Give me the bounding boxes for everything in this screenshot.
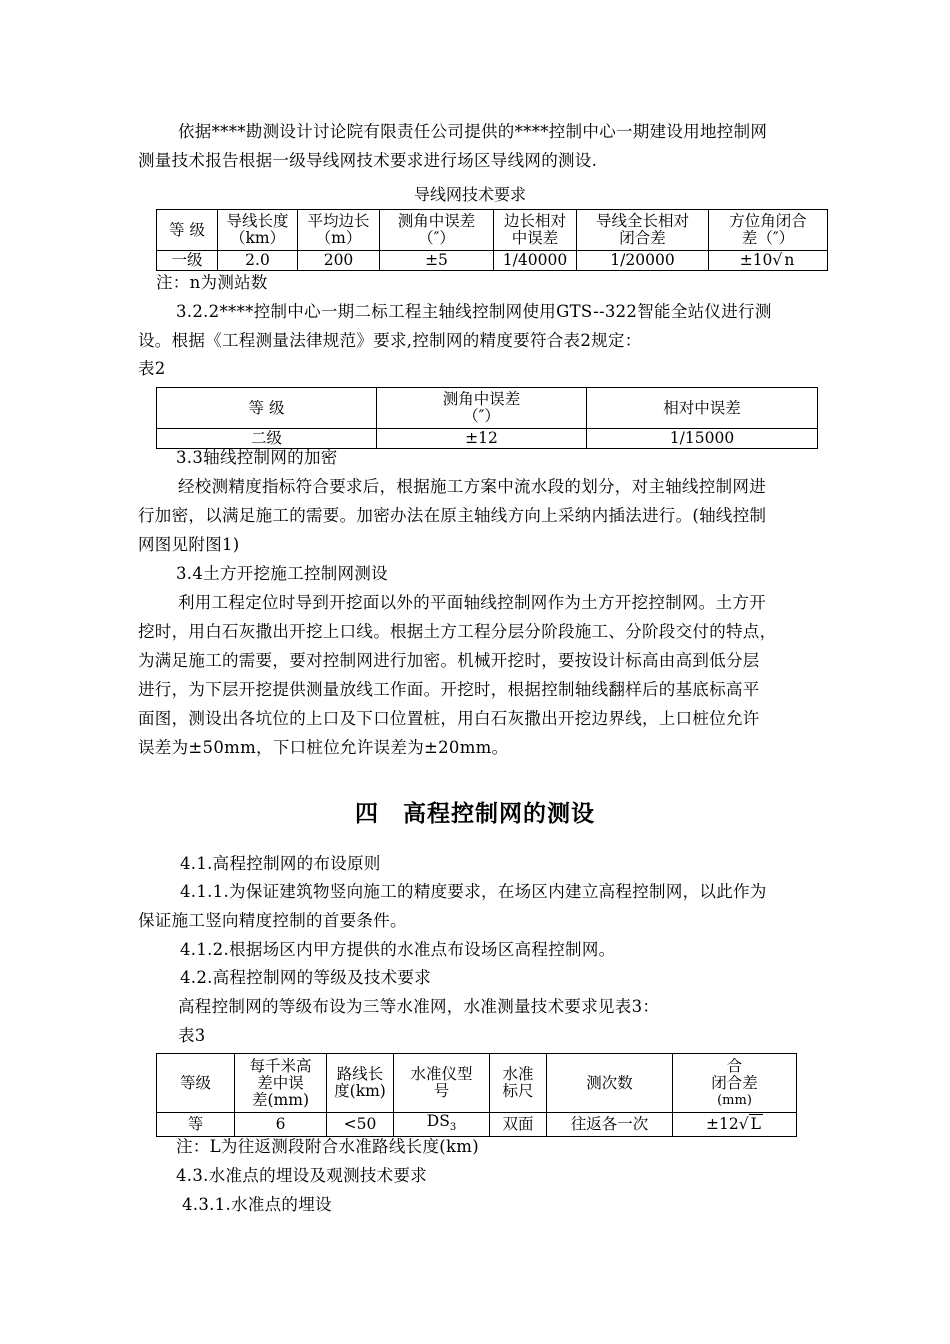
- table-row: [157, 1113, 797, 1137]
- table-cell: ±12√ L: [673, 1113, 797, 1137]
- table1-header-row: [157, 210, 828, 251]
- table-cell: 200: [298, 251, 380, 271]
- table-cell: 等: [157, 1113, 235, 1137]
- table-header: 水准 标尺: [490, 1054, 547, 1113]
- table-cell: 往返各一次: [547, 1113, 673, 1137]
- table-cell: <50: [327, 1113, 394, 1137]
- table-header: 等 级: [157, 210, 218, 251]
- paragraph-line: 4.1.2.根据场区内甲方提供的水准点布设场区高程控制网。: [180, 940, 616, 959]
- chapter-title: 四 高程控制网的测设: [355, 801, 595, 827]
- table1-note: 注：n为测站数: [156, 273, 268, 292]
- table-cell: 一级: [157, 251, 218, 271]
- table-header: 等 级: [157, 388, 377, 429]
- table-header: 路线长 度(km): [327, 1054, 394, 1113]
- paragraph-line: 误差为±50mm，下口桩位允许误差为±20mm。: [138, 738, 509, 757]
- paragraph-line: 设。根据《工程测量法律规范》要求,控制网的精度要符合表2规定：: [138, 331, 642, 350]
- table-cell: ±5: [380, 251, 494, 271]
- paragraph-line: 行加密，以满足施工的需要。加密办法在原主轴线方向上采纳内插法进行。(轴线控制: [138, 506, 767, 525]
- table-header: 合 闭合差 (mm): [673, 1054, 797, 1113]
- table1: [156, 209, 828, 271]
- sqrt-symbol: √ n: [772, 251, 795, 269]
- table-cell: 1/20000: [577, 251, 709, 271]
- paragraph-line: 高程控制网的等级布设为三等水准网，水准测量技术要求见表3：: [178, 997, 660, 1016]
- table-header: 平均边长 （m）: [298, 210, 380, 251]
- table-header: 导线全长相对 闭合差: [577, 210, 709, 251]
- table-header: 方位角闭合 差（″）: [709, 210, 828, 251]
- paragraph-line: 挖时，用白石灰撒出开挖上口线。根据土方工程分层分阶段施工、分阶段交付的特点，: [138, 622, 777, 641]
- table3-header-row: [157, 1054, 797, 1113]
- table-cell: 1/40000: [494, 251, 577, 271]
- table-cell: ±10√ n: [709, 251, 828, 271]
- table-cell: 6: [235, 1113, 327, 1137]
- table-cell: 双面: [490, 1113, 547, 1137]
- section-title: 3.3轴线控制网的加密: [176, 448, 338, 467]
- table-header: 相对中误差: [587, 388, 818, 429]
- table3: [156, 1053, 797, 1137]
- table1-title: 导线网技术要求: [413, 185, 526, 204]
- paragraph-line: 依据****勘测设计讨论院有限责任公司提供的****控制中心一期建设用地控制网: [178, 122, 768, 141]
- table3-label: 表3: [178, 1026, 206, 1045]
- table-cell: 1/15000: [587, 429, 818, 449]
- table-row: [157, 429, 818, 449]
- table-header: 边长相对 中误差: [494, 210, 577, 251]
- paragraph-line: 利用工程定位时导到开挖面以外的平面轴线控制网作为土方开挖控制网。土方开: [178, 593, 766, 612]
- section-title: 4.2.高程控制网的等级及技术要求: [180, 968, 432, 987]
- paragraph-line: 3.2.2****控制中心一期二标工程主轴线控制网使用GTS--322智能全站仪进行测: [176, 302, 772, 321]
- sqrt-symbol: √ L: [738, 1115, 761, 1134]
- table-cell: $DS_3$: [394, 1113, 490, 1137]
- table-header: 水准仪型 号: [394, 1054, 490, 1113]
- paragraph-line: 网图见附图1): [138, 535, 240, 554]
- paragraph-line: 面图，测设出各坑位的上口及下口位置桩，用白石灰撒出开挖边界线，上口桩位允许: [138, 709, 760, 728]
- table-header: 测角中误差 （″）: [377, 388, 587, 429]
- paragraph-line: 测量技术报告根据一级导线网技术要求进行场区导线网的测设.: [138, 151, 598, 170]
- table-cell: ±12: [377, 429, 587, 449]
- table3-note: 注：L为往返测段附合水准路线长度(km): [176, 1137, 479, 1156]
- table-cell: 二级: [157, 429, 377, 449]
- table2: [156, 387, 818, 449]
- table-header: 测角中误差 （″）: [380, 210, 494, 251]
- section-title: 4.3.水准点的埋设及观测技术要求: [176, 1166, 428, 1185]
- table-cell: 2.0: [218, 251, 298, 271]
- section-title: 4.3.1.水准点的埋设: [182, 1195, 332, 1214]
- paragraph-line: 4.1.1.为保证建筑物竖向施工的精度要求，在场区内建立高程控制网，以此作为: [180, 882, 767, 901]
- table-header: 导线长度 （km）: [218, 210, 298, 251]
- table-row: [157, 251, 828, 271]
- table-header: 等级: [157, 1054, 235, 1113]
- section-title: 4.1.高程控制网的布设原则: [180, 854, 381, 873]
- table2-label: 表2: [138, 359, 166, 378]
- paragraph-line: 保证施工竖向精度控制的首要条件。: [138, 911, 407, 930]
- section-title: 3.4土方开挖施工控制网测设: [176, 564, 388, 583]
- table-header: 测次数: [547, 1054, 673, 1113]
- paragraph-line: 为满足施工的需要，要对控制网进行加密。机械开挖时，要按设计标高由高到低分层: [138, 651, 760, 670]
- paragraph-line: 进行，为下层开挖提供测量放线工作面。开挖时，根据控制轴线翻样后的基底标高平: [138, 680, 760, 699]
- table2-header-row: [157, 388, 818, 429]
- table-header: 每千米高 差中误 差(mm): [235, 1054, 327, 1113]
- paragraph-line: 经校测精度指标符合要求后，根据施工方案中流水段的划分，对主轴线控制网进: [178, 477, 766, 496]
